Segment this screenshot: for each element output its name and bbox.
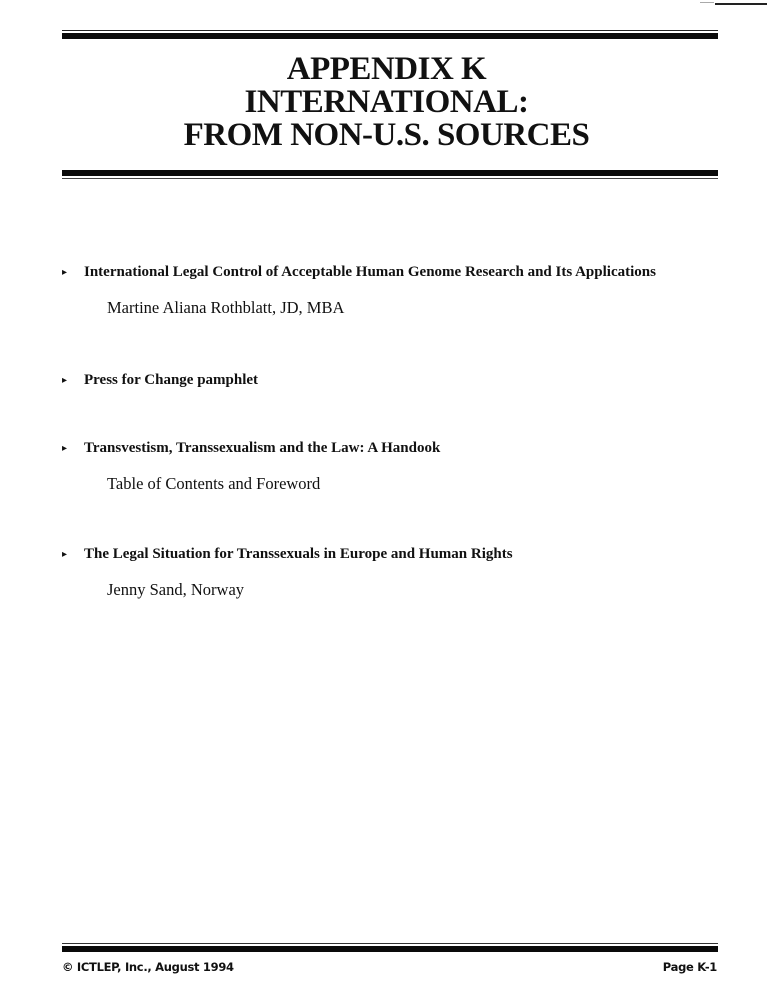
- footer-rule-thin: [62, 943, 718, 944]
- top-rule-thin: [62, 30, 718, 31]
- top-rule-thick: [62, 33, 718, 39]
- entry-title: The Legal Situation for Transsexuals in Europe and Human Rights: [84, 546, 513, 562]
- title-bottom-rule-thick: [62, 170, 718, 176]
- entry-title: International Legal Control of Acceptable Human Genome Research and Its Applications: [84, 264, 656, 280]
- page-title: [0, 53, 773, 152]
- entry-title: Press for Change pamphlet: [84, 372, 259, 388]
- entry-author: Martine Aliana Rothblatt, JD, MBA: [107, 298, 345, 317]
- triangle-bullet-icon: ▸: [62, 443, 68, 454]
- scan-artifact: [700, 2, 714, 3]
- entry-author: Jenny Sand, Norway: [107, 580, 245, 599]
- entry-title: Transvestism, Transsexualism and the Law: A Handook: [84, 440, 441, 456]
- footer-rule-thick: [62, 946, 718, 952]
- title-line-sources: FROM NON-U.S. SOURCES: [183, 117, 590, 153]
- scan-artifact: [715, 3, 767, 5]
- triangle-bullet-icon: ▸: [62, 267, 68, 278]
- triangle-bullet-icon: ▸: [62, 549, 68, 560]
- footer-page-number: Page K-1: [662, 960, 717, 974]
- title-line-appendix: APPENDIX K: [286, 51, 487, 87]
- title-line-international: INTERNATIONAL:: [244, 84, 529, 120]
- entry-subtitle: Table of Contents and Foreword: [107, 474, 321, 493]
- footer-copyright: © ICTLEP, Inc., August 1994: [62, 960, 234, 974]
- triangle-bullet-icon: ▸: [62, 375, 68, 386]
- title-bottom-rule-thin: [62, 178, 718, 179]
